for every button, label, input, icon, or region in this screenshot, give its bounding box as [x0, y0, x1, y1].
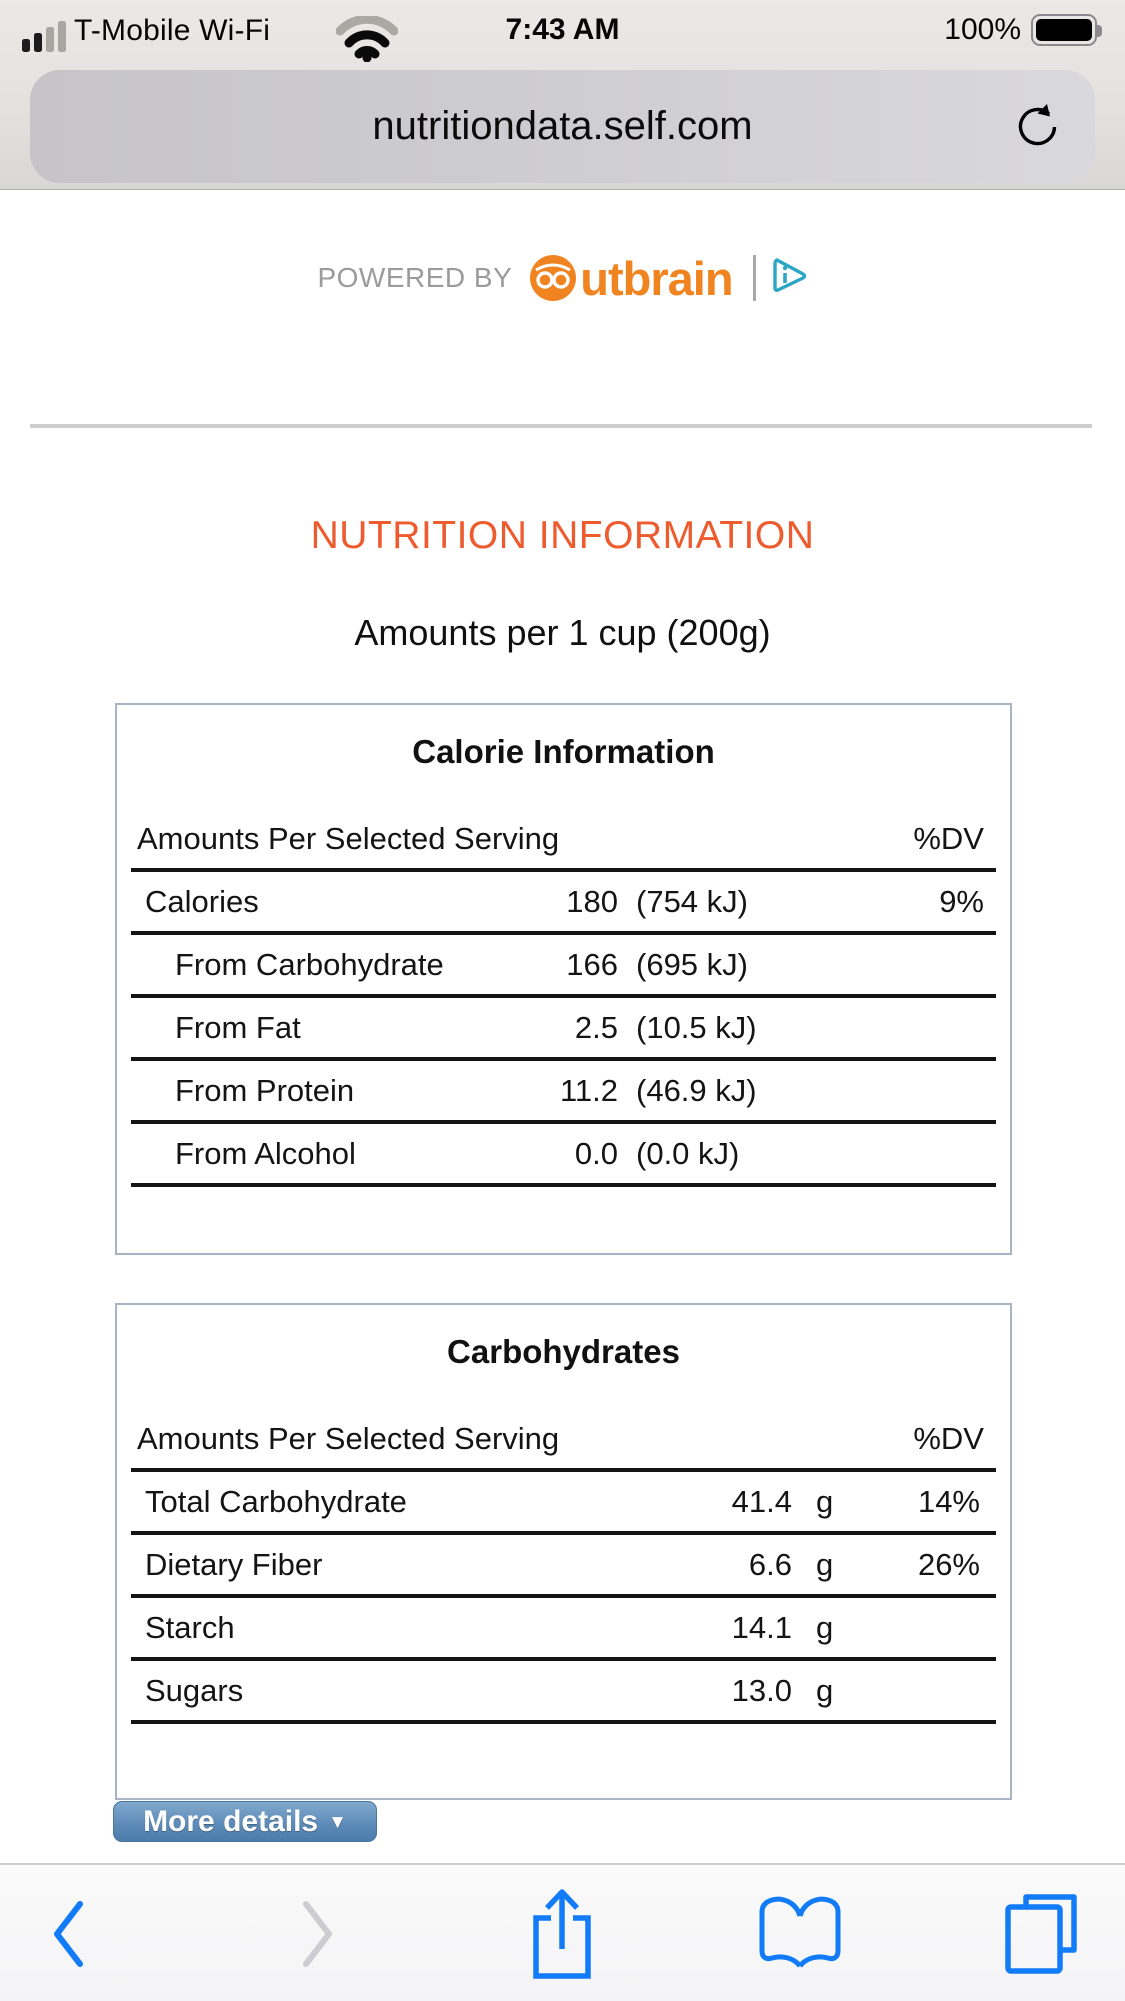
section-divider: [30, 424, 1092, 428]
separator-bar: [753, 255, 756, 301]
outbrain-wordmark: utbrain: [580, 251, 733, 305]
back-button[interactable]: [8, 1865, 128, 2001]
chevron-right-icon: [298, 1899, 338, 1969]
table-row: Dietary Fiber 6.6 g 26%: [131, 1535, 996, 1598]
page-title: NUTRITION INFORMATION: [310, 514, 815, 557]
battery-percent-label: 100%: [944, 13, 1021, 46]
forward-button[interactable]: [258, 1865, 378, 2001]
bottom-toolbar: [0, 1863, 1125, 2001]
header-label: Amounts Per Selected Serving: [137, 820, 560, 856]
calorie-information-table: [115, 703, 1012, 1255]
header-label: Amounts Per Selected Serving: [137, 1420, 560, 1456]
table-row: Sugars 13.0 g: [131, 1661, 996, 1724]
outbrain-owl-icon: [528, 253, 578, 303]
share-button[interactable]: [502, 1865, 622, 2001]
browser-chrome: [0, 0, 1125, 190]
chevron-down-icon: ▼: [328, 1811, 347, 1833]
outbrain-logo[interactable]: [528, 251, 732, 306]
book-icon: [754, 1894, 846, 1974]
ad-attribution: [0, 246, 1125, 310]
adchoices-icon[interactable]: [772, 256, 808, 301]
share-icon: [525, 1887, 599, 1981]
carrier-label: T-Mobile Wi-Fi: [74, 14, 271, 47]
table-row: Total Carbohydrate 41.4 g 14%: [131, 1472, 996, 1535]
more-details-label: More details: [143, 1804, 319, 1838]
more-details-button[interactable]: [113, 1801, 377, 1842]
chevron-left-icon: [48, 1899, 88, 1969]
tabs-button[interactable]: [980, 1865, 1100, 2001]
bookmarks-button[interactable]: [740, 1865, 860, 2001]
table-row: From Protein 11.2 (46.9 kJ): [131, 1061, 996, 1124]
table-row: Starch 14.1 g: [131, 1598, 996, 1661]
header-dv-label: %DV: [913, 820, 984, 856]
table-row: From Alcohol 0.0 (0.0 kJ): [131, 1124, 996, 1187]
table-row: Calories 180 (754 kJ) 9%: [131, 872, 996, 935]
header-dv-label: %DV: [913, 1420, 984, 1456]
carbohydrates-table: [115, 1303, 1012, 1800]
table-title: Calorie Information: [412, 733, 715, 770]
reload-button[interactable]: [1011, 100, 1065, 154]
table-header-row: [131, 1409, 996, 1472]
url-bar[interactable]: [30, 70, 1095, 183]
battery-icon: [1031, 14, 1097, 46]
status-bar: [0, 6, 1125, 60]
powered-by-label: POWERED BY: [317, 262, 513, 293]
reload-icon: [1013, 102, 1063, 152]
table-header-row: [131, 809, 996, 872]
table-row: From Carbohydrate 166 (695 kJ): [131, 935, 996, 998]
time-label: 7:43 AM: [505, 13, 620, 46]
tabs-icon: [1000, 1890, 1080, 1978]
table-title: Carbohydrates: [447, 1333, 680, 1370]
table-row: From Fat 2.5 (10.5 kJ): [131, 998, 996, 1061]
url-text: nutritiondata.self.com: [372, 104, 753, 148]
serving-size-label: Amounts per 1 cup (200g): [354, 612, 771, 653]
